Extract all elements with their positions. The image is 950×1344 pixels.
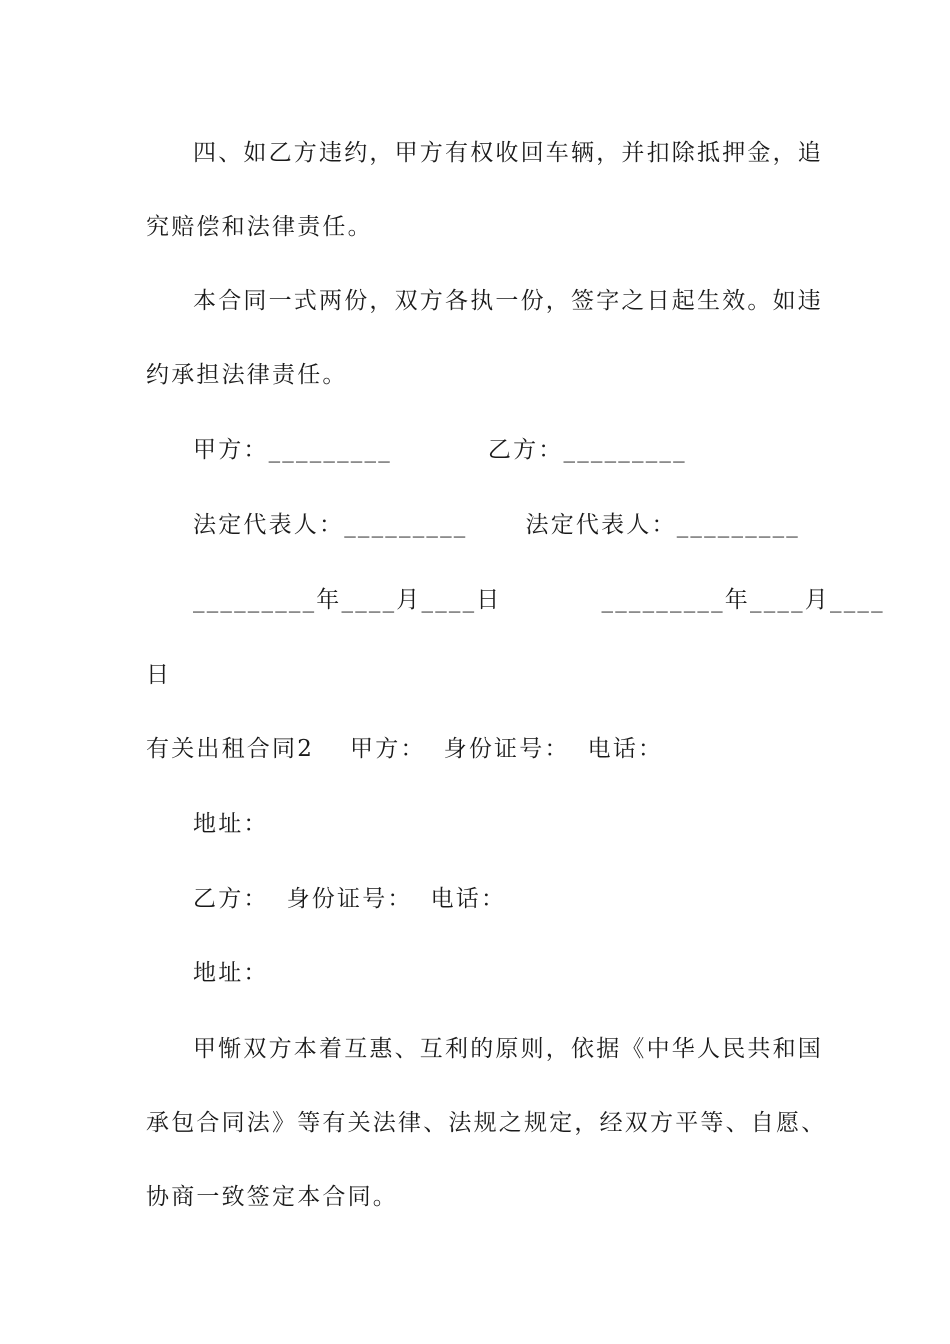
- clause4-line1: 四、如乙方违约，甲方有权收回车辆，并扣除抵押金，追: [193, 140, 823, 166]
- contract2-title: 有关出租合同2: [146, 736, 315, 762]
- clause4-line2: 究赔偿和法律责任。: [146, 214, 373, 240]
- contract2-party-b-phone-label: 电话：: [430, 886, 507, 912]
- signature-row: [193, 435, 687, 465]
- representative-row: [193, 510, 800, 540]
- validity-line1: 本合同一式两份，双方各执一份，签字之日起生效。如违: [193, 288, 823, 314]
- validity-line2: 约承担法律责任。: [146, 362, 348, 388]
- contract2-party-a-label: 甲方：: [350, 736, 426, 762]
- contract2-party-b-label: 乙方：: [193, 886, 269, 912]
- party-b-representative: 法定代表人：_________: [525, 512, 800, 538]
- party-b-date: _________年____月____: [601, 587, 885, 613]
- preamble-line2: 承包合同法》等有关法律、法规之规定，经双方平等、自愿、: [146, 1110, 827, 1136]
- date-row: [193, 585, 885, 615]
- contract2-party-a-address-label: 地址：: [193, 811, 269, 837]
- preamble-line1: 甲惭双方本着互惠、互利的原则，依据《中华人民共和国: [193, 1036, 823, 1062]
- party-b-signature: 乙方：_________: [487, 437, 687, 463]
- party-a-representative: 法定代表人：_________: [193, 512, 468, 538]
- contract2-header-row: [146, 734, 663, 764]
- contract2-party-b-row: [193, 884, 506, 914]
- party-a-date: _________年____月____日: [193, 587, 502, 613]
- contract2-party-a-id-label: 身份证号：: [443, 736, 570, 762]
- preamble-line3: 协商一致签定本合同。: [146, 1184, 398, 1210]
- contract2-party-b-address-label: 地址：: [193, 960, 269, 986]
- party-b-date-day: 日: [146, 662, 172, 688]
- party-a-signature: 甲方：_________: [193, 437, 392, 463]
- contract2-party-a-phone-label: 电话：: [587, 736, 664, 762]
- contract2-party-b-id-label: 身份证号：: [286, 886, 413, 912]
